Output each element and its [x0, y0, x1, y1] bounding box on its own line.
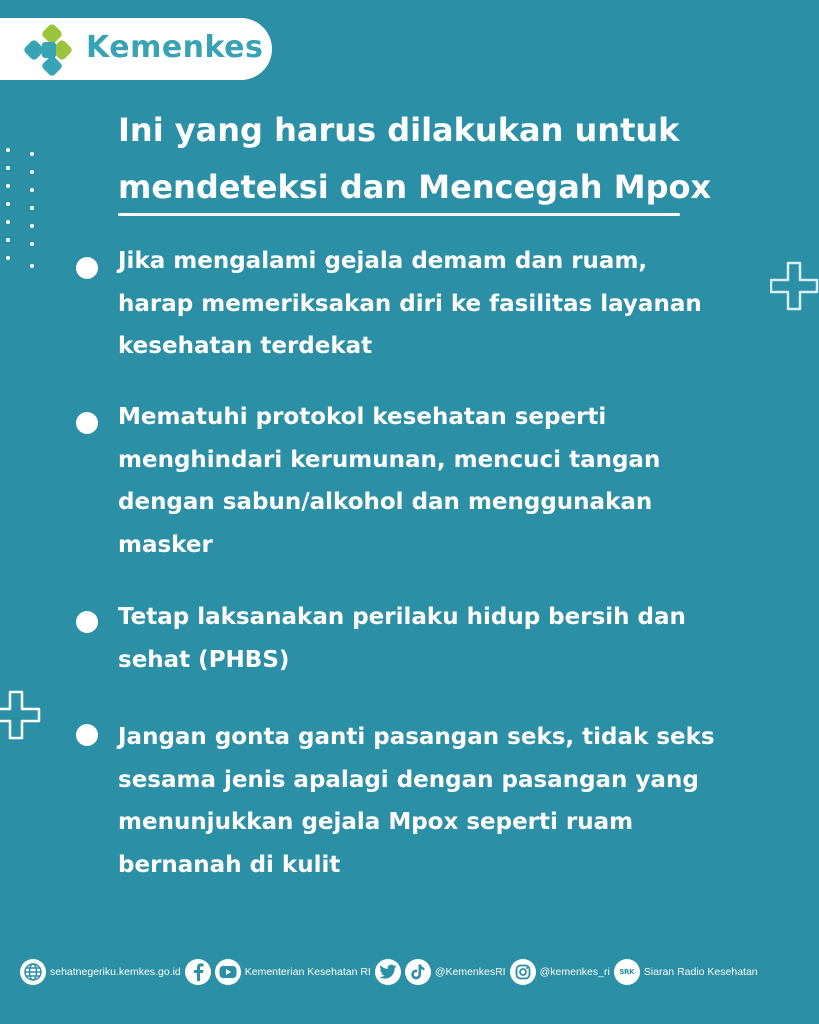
decorative-dots [2, 148, 38, 272]
twitter-icon[interactable] [375, 959, 401, 985]
list-item-text [118, 396, 768, 566]
title-underline [118, 213, 680, 216]
text-line: Jangan gonta ganti pasangan seks, tidak seks [118, 724, 715, 750]
plus-outline-icon [770, 259, 819, 311]
bullet-dot [76, 724, 98, 746]
text-line: bernanah di kulit [118, 851, 341, 878]
list-item-text [118, 716, 768, 886]
page-title [118, 102, 758, 216]
text-line: menghindari kerumunan, mencuci tangan [118, 446, 661, 473]
text-line: harap memeriksakan diri ke fasilitas layanan [118, 290, 702, 317]
srk-icon[interactable] [614, 959, 640, 985]
text-line: masker [118, 531, 213, 558]
footer-social-bar [20, 956, 810, 988]
kemenkes-logo-icon [22, 24, 74, 76]
list-item-text [118, 596, 768, 681]
srk-icon-label: SRK [619, 968, 635, 976]
twitter-tiktok-handle[interactable]: @KemenkesRI [434, 966, 506, 978]
instagram-icon[interactable] [510, 959, 536, 985]
facebook-icon[interactable] [185, 959, 211, 985]
youtube-channel-link[interactable]: Kementerian Kesehatan RI [244, 966, 371, 978]
title-line-1: Ini yang harus dilakukan untuk [118, 111, 680, 149]
youtube-icon[interactable] [215, 959, 241, 985]
website-link[interactable]: sehatnegeriku.kemkes.go.id [50, 966, 181, 978]
list-item-text [118, 240, 768, 368]
text-line: menunjukkan gejala Mpox seperti ruam [118, 809, 634, 835]
logo-banner [0, 18, 272, 80]
instagram-handle[interactable]: @kemenkes_ri [539, 966, 610, 978]
text-line: sesama jenis apalagi dengan pasangan yang [118, 766, 699, 793]
text-line: dengan sabun/alkohol dan menggunakan [118, 489, 653, 515]
radio-link[interactable]: Siaran Radio Kesehatan [643, 966, 758, 978]
globe-icon[interactable] [20, 959, 46, 985]
brand-name: Kemenkes [86, 30, 264, 65]
text-line: Mematuhi protokol kesehatan seperti [118, 404, 607, 430]
text-line: Tetap laksanakan perilaku hidup bersih dan [118, 604, 686, 630]
text-line: sehat (PHBS) [118, 646, 290, 673]
bullet-dot [76, 611, 98, 633]
text-line: Jika mengalami gejala demam dan ruam, [118, 248, 648, 274]
bullet-dot [76, 412, 98, 434]
bullet-dot [76, 257, 98, 279]
title-line-2: mendeteksi dan Mencegah Mpox [118, 168, 712, 206]
text-line: kesehatan terdekat [118, 333, 373, 359]
plus-outline-icon [0, 688, 42, 740]
tiktok-icon[interactable] [405, 959, 431, 985]
